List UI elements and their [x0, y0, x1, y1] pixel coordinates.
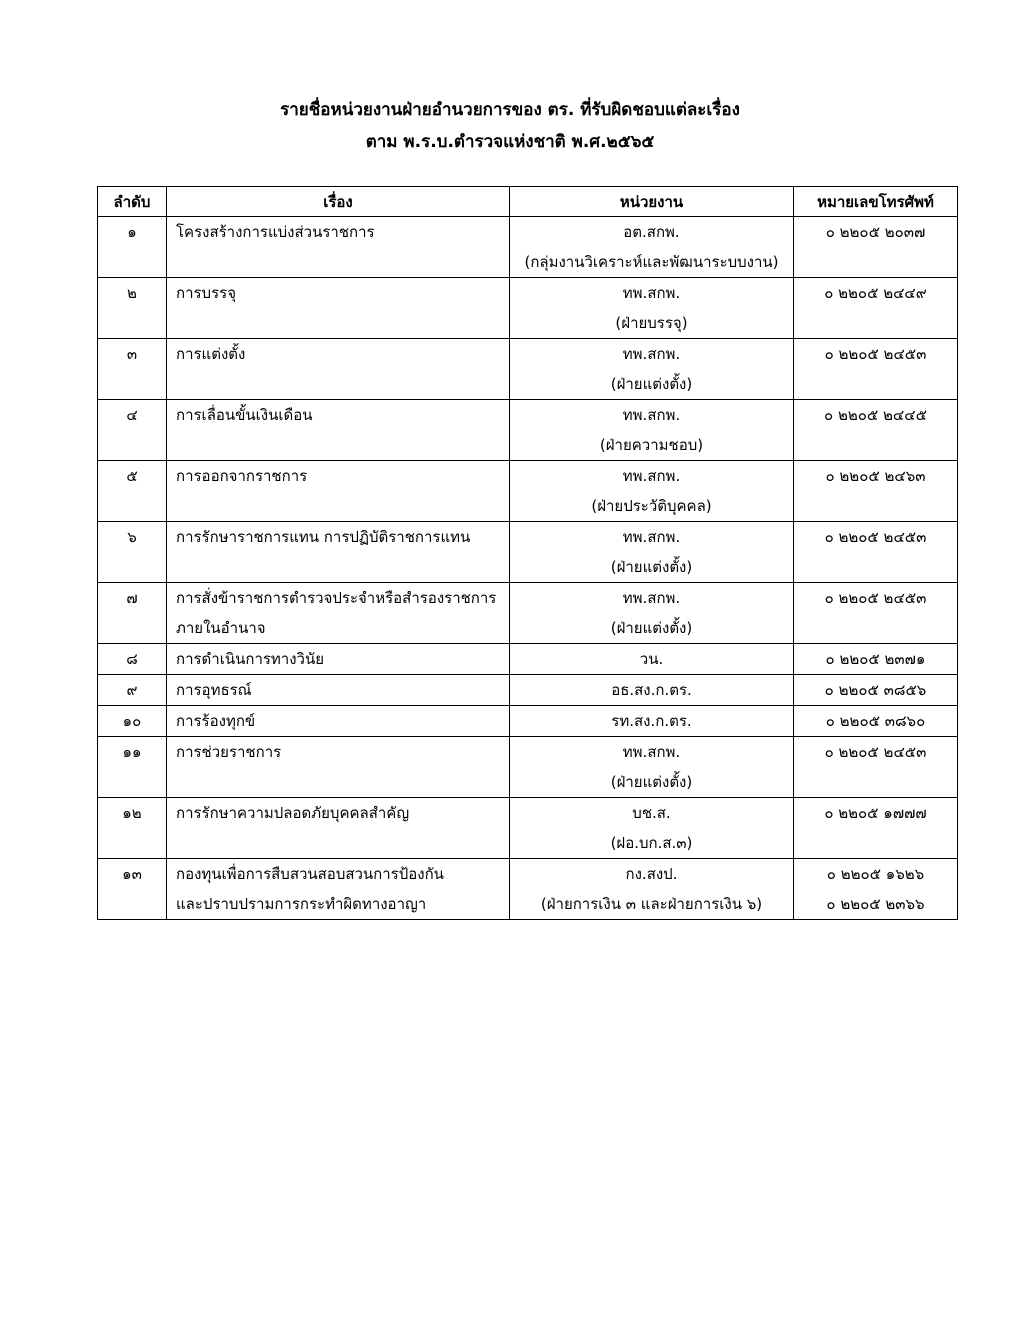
cell-text: กง.สงป. — [625, 865, 678, 883]
cell-phone — [794, 461, 958, 522]
cell-text — [794, 767, 957, 797]
cell-phone — [794, 644, 958, 675]
cell-text: ๗ — [126, 589, 138, 607]
cell-unit — [510, 859, 794, 920]
cell-text: ๙ — [126, 681, 138, 699]
cell-text: การแต่งตั้ง — [176, 345, 246, 363]
cell-text: (ฝ่ายประวัติบุคคล) — [591, 497, 712, 515]
cell-text: ๐ ๒๒๐๕ ๒๐๓๗ — [825, 223, 926, 241]
cell-topic — [167, 644, 510, 675]
cell-text: ทพ.สกพ. — [622, 528, 681, 546]
cell-topic — [167, 859, 510, 920]
cell-text: ๐ ๒๒๐๕ ๒๔๕๓ — [824, 743, 927, 761]
cell-text: การรักษาราชการแทน การปฏิบัติราชการแทน — [176, 528, 471, 546]
cell-unit — [510, 737, 794, 798]
cell-text: ๑๓ — [122, 865, 142, 883]
cell-text: ๐ ๒๒๐๕ ๓๘๖๐ — [825, 712, 926, 730]
cell-topic — [167, 706, 510, 737]
cell-topic — [167, 737, 510, 798]
cell-text — [794, 430, 957, 460]
cell-text — [794, 552, 957, 582]
table-header-row — [98, 187, 958, 217]
table-row — [98, 217, 958, 278]
cell-topic — [167, 217, 510, 278]
cell-text: ๖ — [127, 528, 137, 546]
cell-text: โครงสร้างการแบ่งส่วนราชการ — [176, 223, 375, 241]
cell-text: อธ.สง.ก.ตร. — [611, 681, 692, 699]
cell-text: ทพ.สกพ. — [622, 743, 681, 761]
cell-no — [98, 217, 167, 278]
cell-text: ทพ.สกพ. — [622, 406, 681, 424]
cell-text: ๐ ๒๒๐๕ ๓๘๕๖ — [824, 681, 927, 699]
cell-text: ๐ ๒๒๐๕ ๒๔๔๕ — [824, 406, 927, 424]
cell-text: การสั่งข้าราชการตำรวจประจำหรือสำรองราชการ — [176, 589, 497, 607]
cell-text: การออกจากราชการ — [176, 467, 308, 485]
cell-unit — [510, 278, 794, 339]
cell-unit — [510, 217, 794, 278]
table-row — [98, 737, 958, 798]
table-row — [98, 798, 958, 859]
cell-text: ๓ — [126, 345, 138, 363]
cell-text: ๐ ๒๒๐๕ ๒๔๕๓ — [824, 528, 927, 546]
cell-text: รท.สง.ก.ตร. — [611, 712, 692, 730]
cell-unit — [510, 798, 794, 859]
table-row — [98, 339, 958, 400]
header-unit: หน่วยงาน — [510, 187, 794, 217]
cell-text — [167, 247, 509, 277]
cell-no — [98, 798, 167, 859]
cell-text — [167, 491, 509, 521]
cell-text: ทพ.สกพ. — [622, 345, 681, 363]
cell-text: การช่วยราชการ — [176, 743, 282, 761]
cell-text: ๑ — [127, 223, 137, 241]
cell-text: (ฝอ.บก.ส.๓) — [610, 834, 693, 852]
table-row — [98, 400, 958, 461]
cell-text — [167, 552, 509, 582]
cell-phone — [794, 706, 958, 737]
cell-text — [167, 369, 509, 399]
cell-text — [794, 828, 957, 858]
cell-text: (ฝ่ายบรรจุ) — [615, 314, 688, 332]
header-no: ลำดับ — [98, 187, 167, 217]
cell-text: ๐ ๒๒๐๕ ๒๓๖๖ — [826, 895, 925, 913]
cell-unit — [510, 522, 794, 583]
cell-text: ๐ ๒๒๐๕ ๒๔๖๓ — [825, 467, 926, 485]
cell-unit — [510, 339, 794, 400]
cell-topic — [167, 278, 510, 339]
cell-text — [794, 613, 957, 643]
cell-no — [98, 522, 167, 583]
document-title: รายชื่อหน่วยงานฝ่ายอำนวยการของ ตร. ที่รับผิดชอบแต่ละเรื่อง — [280, 100, 740, 120]
table-row — [98, 461, 958, 522]
cell-text — [167, 308, 509, 338]
responsibility-table — [97, 186, 958, 920]
table-row — [98, 706, 958, 737]
table-row — [98, 278, 958, 339]
cell-phone — [794, 522, 958, 583]
cell-text: การรักษาความปลอดภัยบุคคลสำคัญ — [176, 804, 410, 822]
cell-phone — [794, 859, 958, 920]
cell-text: ภายในอำนาจ — [176, 619, 266, 637]
cell-unit — [510, 400, 794, 461]
table-row — [98, 675, 958, 706]
cell-unit — [510, 675, 794, 706]
cell-phone — [794, 339, 958, 400]
cell-text: การร้องทุกข์ — [176, 712, 256, 730]
cell-text: อต.สกพ. — [623, 223, 680, 241]
cell-phone — [794, 400, 958, 461]
cell-text: ๔ — [126, 406, 138, 424]
table-row — [98, 859, 958, 920]
cell-text — [794, 491, 957, 521]
cell-topic — [167, 583, 510, 644]
cell-no — [98, 583, 167, 644]
cell-text: และปราบปรามการกระทำผิดทางอาญา — [176, 895, 427, 913]
cell-no — [98, 644, 167, 675]
cell-text: (ฝ่ายแต่งตั้ง) — [610, 558, 693, 576]
cell-topic — [167, 461, 510, 522]
table-row — [98, 522, 958, 583]
cell-text: ๐ ๒๒๐๕ ๒๔๕๓ — [824, 345, 927, 363]
cell-text: ๘ — [126, 650, 138, 668]
cell-text — [167, 767, 509, 797]
cell-text: ๑๒ — [122, 804, 142, 822]
cell-topic — [167, 798, 510, 859]
cell-phone — [794, 737, 958, 798]
cell-text: การดำเนินการทางวินัย — [176, 650, 325, 668]
cell-text: การอุทธรณ์ — [176, 681, 252, 699]
cell-text: ทพ.สกพ. — [622, 467, 681, 485]
cell-no — [98, 400, 167, 461]
cell-text: ๐ ๒๒๐๕ ๒๓๗๑ — [825, 650, 926, 668]
table-row — [98, 644, 958, 675]
cell-topic — [167, 339, 510, 400]
cell-text: ๕ — [126, 467, 138, 485]
cell-no — [98, 737, 167, 798]
cell-text: ทพ.สกพ. — [622, 589, 681, 607]
cell-topic — [167, 522, 510, 583]
cell-topic — [167, 400, 510, 461]
cell-text — [167, 828, 509, 858]
header-phone: หมายเลขโทรศัพท์ — [794, 187, 958, 217]
cell-text: (ฝ่ายการเงิน ๓ และฝ่ายการเงิน ๖) — [540, 895, 763, 913]
cell-unit — [510, 461, 794, 522]
cell-text: บช.ส. — [632, 804, 671, 822]
cell-text: ทพ.สกพ. — [622, 284, 681, 302]
cell-text — [794, 308, 957, 338]
cell-no — [98, 859, 167, 920]
cell-text: กองทุนเพื่อการสืบสวนสอบสวนการป้องกัน — [176, 865, 444, 883]
cell-text: (ฝ่ายแต่งตั้ง) — [610, 619, 693, 637]
cell-text: วน. — [639, 650, 664, 668]
cell-text: ๐ ๒๒๐๕ ๑๖๒๖ — [826, 865, 925, 883]
cell-phone — [794, 583, 958, 644]
cell-no — [98, 675, 167, 706]
cell-topic — [167, 675, 510, 706]
header-topic: เรื่อง — [167, 187, 510, 217]
cell-text: (ฝ่ายแต่งตั้ง) — [610, 375, 693, 393]
table-row — [98, 583, 958, 644]
cell-text: ๐ ๒๒๐๕ ๒๔๔๙ — [824, 284, 927, 302]
cell-unit — [510, 706, 794, 737]
cell-text: การบรรจุ — [176, 284, 236, 302]
cell-text: ๑๐ — [122, 712, 142, 730]
cell-phone — [794, 278, 958, 339]
cell-no — [98, 461, 167, 522]
cell-text: ๒ — [127, 284, 137, 302]
cell-text: ๐ ๒๒๐๕ ๒๔๕๓ — [824, 589, 927, 607]
cell-text — [794, 369, 957, 399]
cell-phone — [794, 217, 958, 278]
cell-phone — [794, 798, 958, 859]
cell-phone — [794, 675, 958, 706]
cell-text: ๑๑ — [122, 743, 142, 761]
cell-no — [98, 706, 167, 737]
cell-text: (กลุ่มงานวิเคราะห์และพัฒนาระบบงาน) — [524, 253, 779, 271]
cell-text — [794, 247, 957, 277]
cell-no — [98, 278, 167, 339]
cell-text: (ฝ่ายแต่งตั้ง) — [610, 773, 693, 791]
cell-no — [98, 339, 167, 400]
cell-text: การเลื่อนขั้นเงินเดือน — [176, 406, 313, 424]
cell-text: (ฝ่ายความชอบ) — [599, 436, 704, 454]
cell-text — [167, 430, 509, 460]
cell-text: ๐ ๒๒๐๕ ๑๗๗๗ — [824, 804, 927, 822]
document-subtitle: ตาม พ.ร.บ.ตำรวจแห่งชาติ พ.ศ.๒๕๖๕ — [365, 132, 655, 152]
cell-unit — [510, 644, 794, 675]
cell-unit — [510, 583, 794, 644]
